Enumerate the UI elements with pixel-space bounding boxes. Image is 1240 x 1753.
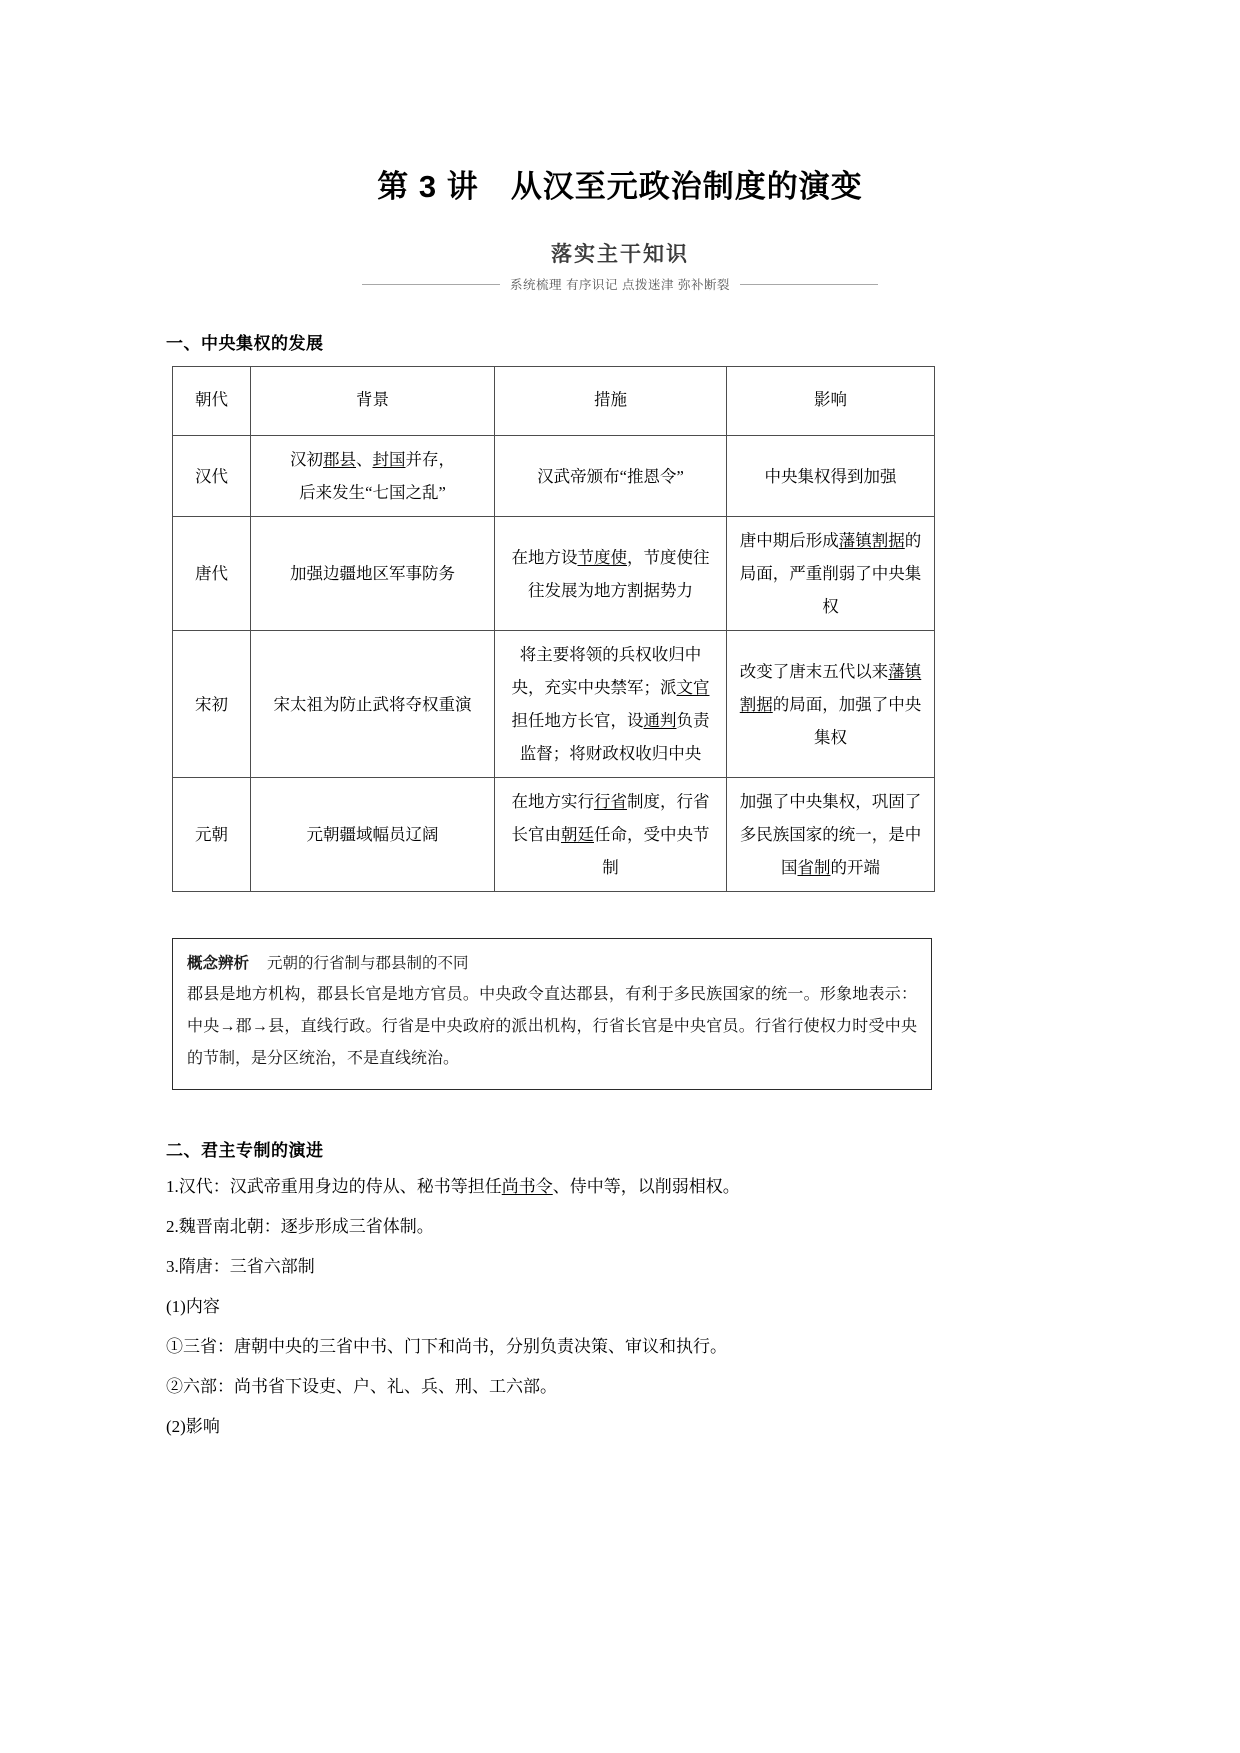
ms-tang-text-a: 在地方设 <box>511 547 578 567</box>
concept-box-header <box>187 949 917 978</box>
banner-title: 落实主干知识 <box>551 243 689 267</box>
table-header-impact: 影响 <box>727 367 935 436</box>
ms-tang-text-b: ，节度使往往发展为地方割据势力 <box>528 547 710 600</box>
bg-han-text-c: 并存， <box>405 450 455 470</box>
ip-song-text-a: 改变了唐末五代以来 <box>739 661 889 681</box>
list-item <box>166 1167 1074 1207</box>
table-header-row <box>173 367 935 436</box>
cell-era-song: 宋初 <box>173 631 251 778</box>
ms-song-underline-tongpan: 通判 <box>643 711 677 731</box>
cell-impact-tang <box>727 517 935 631</box>
cell-background-han <box>251 436 495 517</box>
list-item: ①三省：唐朝中央的三省中书、门下和尚书，分别负责决策、审议和执行。 <box>166 1336 727 1356</box>
cell-measure-yuan <box>495 778 727 892</box>
cell-background-song: 宋太祖为防止武将夺权重演 <box>251 631 495 778</box>
concept-box-label: 概念辨析 <box>187 955 250 973</box>
ms-song-text-a: 将主要将领的兵权收归中央，充实中央禁军；派 <box>511 645 702 698</box>
table-row <box>173 436 935 517</box>
page-title: 第 3 讲 从汉至元政治制度的演变 <box>377 169 863 204</box>
cell-impact-yuan <box>727 778 935 892</box>
ms-yuan-text-b: 制度，行省长官由 <box>511 792 710 845</box>
ms-song-text-c: 负责监督；将财政权收归中央 <box>519 711 710 764</box>
section-banner <box>166 241 1074 293</box>
cell-impact-song <box>727 631 935 778</box>
bg-han-text-a: 汉初 <box>290 450 323 470</box>
item1-suffix: 、侍中等，以削弱相权。 <box>552 1176 740 1196</box>
cell-era-han: 汉代 <box>173 436 251 517</box>
list-item: ②六部：尚书省下设吏、户、礼、兵、刑、工六部。 <box>166 1376 557 1396</box>
cell-measure-tang <box>495 517 727 631</box>
ms-yuan-underline-chaoting: 朝廷 <box>561 825 594 845</box>
item1-underline-shangshuling: 尚书令 <box>501 1176 553 1196</box>
bg-han-text-b: 、 <box>356 450 373 470</box>
cell-era-tang: 唐代 <box>173 517 251 631</box>
central-power-table <box>172 366 935 892</box>
table-row <box>173 631 935 778</box>
cell-measure-song <box>495 631 727 778</box>
table-header-era: 朝代 <box>173 367 251 436</box>
ip-tang-underline-fanzhen: 藩镇割据 <box>838 531 905 551</box>
banner-caption-row <box>166 275 1074 293</box>
ms-song-text-b: 担任地方长官，设 <box>511 711 644 731</box>
concept-box-body: 郡县是地方机构，郡县长官是地方官员。中央政令直达郡县，有利于多民族国家的统一。形象地表示：中央→郡→县，直线行政。行省是中央政府的派出机构，行省长官是中央官员。行省行使权力时受中央的节制，是分区统治，不是直线统治。 <box>187 985 917 1067</box>
cell-measure-han: 汉武帝颁布“推恩令” <box>495 436 727 517</box>
banner-rule-right <box>740 284 878 285</box>
ip-song-text-b: 的局面，加强了中央集权 <box>772 694 922 747</box>
ip-yuan-text-b: 的开端 <box>830 858 880 878</box>
cell-background-tang: 加强边疆地区军事防务 <box>251 517 495 631</box>
ip-tang-text-a: 唐中期后形成 <box>739 531 839 551</box>
ip-yuan-underline-shengzhi: 省制 <box>797 858 831 878</box>
cell-impact-han: 中央集权得到加强 <box>727 436 935 517</box>
ms-yuan-text-c: 任命，受中央节制 <box>594 825 710 878</box>
bg-han-line2: 后来发生“七国之乱” <box>299 483 446 503</box>
ms-yuan-text-a: 在地方实行 <box>511 792 594 812</box>
list-item: 3.隋唐：三省六部制 <box>166 1256 315 1276</box>
cell-background-yuan: 元朝疆域幅员辽阔 <box>251 778 495 892</box>
list-item: (1)内容 <box>166 1296 220 1316</box>
banner-rule-left <box>362 284 500 285</box>
table-header-background: 背景 <box>251 367 495 436</box>
list-item: (2)影响 <box>166 1416 220 1436</box>
section-one-heading: 一、中央集权的发展 <box>166 334 324 354</box>
list-item: 2.魏晋南北朝：逐步形成三省体制。 <box>166 1216 434 1236</box>
section-two-heading: 二、君主专制的演进 <box>166 1140 324 1160</box>
table-row <box>173 778 935 892</box>
bg-han-underline-junxian: 郡县 <box>323 450 356 470</box>
cell-era-yuan: 元朝 <box>173 778 251 892</box>
ip-tang-text-b: 的局面，严重削弱了中央集权 <box>739 531 922 617</box>
banner-caption: 系统梳理 有序识记 点拨迷津 弥补断裂 <box>510 278 730 293</box>
ms-tang-underline-jiedushi: 节度使 <box>577 547 627 567</box>
ip-song-underline-fanzhen: 藩镇割据 <box>739 661 922 714</box>
ms-song-underline-wenguan: 文官 <box>676 678 710 698</box>
table-header-measure: 措施 <box>495 367 727 436</box>
concept-analysis-box <box>172 938 932 1089</box>
item1-prefix: 1.汉代：汉武帝重用身边的侍从、秘书等担任 <box>166 1176 502 1196</box>
ms-yuan-underline-xingsheng: 行省 <box>594 792 627 812</box>
table-row <box>173 517 935 631</box>
page-content <box>166 0 1074 1446</box>
ip-yuan-text-a: 加强了中央集权，巩固了多民族国家的统一，是中国 <box>739 792 922 878</box>
bg-han-underline-fengguo: 封国 <box>372 450 406 470</box>
concept-box-title: 元朝的行省制与郡县制的不同 <box>267 955 469 973</box>
